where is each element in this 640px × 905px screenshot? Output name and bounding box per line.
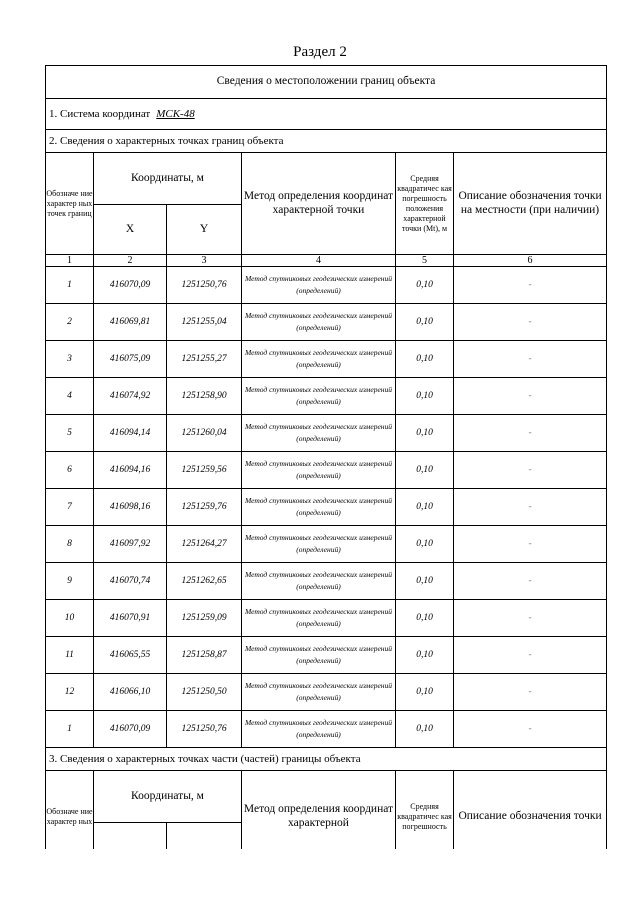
coordinate-system-row: [46, 99, 607, 130]
description-cell: -: [454, 637, 607, 674]
col-desc-header: Описание обозначения точки на местности (при наличии): [454, 153, 607, 255]
table-row: [46, 711, 607, 748]
table-row: [46, 526, 607, 563]
section3-title: 3. Сведения о характерных точках части (частей) границы объекта: [46, 748, 607, 771]
description-cell: -: [454, 452, 607, 489]
table-row: [46, 637, 607, 674]
point-number-cell: 11: [46, 637, 94, 674]
method-cell: Метод спутниковых геодезических измерений (определений): [242, 267, 396, 304]
coordinate-system-value: МСК-48: [156, 107, 195, 120]
point-number-cell: 2: [46, 304, 94, 341]
method-cell: Метод спутниковых геодезических измерений (определений): [242, 489, 396, 526]
x-coordinate-cell: 416070,91: [94, 600, 167, 637]
y-coordinate-cell: 1251260,04: [167, 415, 242, 452]
x-coordinate-cell: 416097,92: [94, 526, 167, 563]
method-cell: Метод спутниковых геодезических измерений (определений): [242, 563, 396, 600]
col-x-header: X: [94, 205, 167, 255]
x-coordinate-cell: 416070,09: [94, 711, 167, 748]
table-row: [46, 674, 607, 711]
point-number-cell: 6: [46, 452, 94, 489]
error-cell: 0,10: [396, 711, 454, 748]
description-cell: -: [454, 526, 607, 563]
point-number-cell: 4: [46, 378, 94, 415]
table-header: Сведения о местоположении границ объекта: [46, 66, 607, 99]
y-coordinate-cell: 1251259,56: [167, 452, 242, 489]
error-cell: 0,10: [396, 341, 454, 378]
coordinate-system-label: 1. Система координат: [49, 107, 151, 120]
error-cell: 0,10: [396, 637, 454, 674]
table-row: [46, 600, 607, 637]
y-coordinate-cell: 1251258,87: [167, 637, 242, 674]
boundary-table-container: [45, 65, 607, 849]
col3-coords-header: Координаты, м: [94, 771, 242, 823]
error-cell: 0,10: [396, 489, 454, 526]
y-coordinate-cell: 1251264,27: [167, 526, 242, 563]
table-row: [46, 415, 607, 452]
point-number-cell: 10: [46, 600, 94, 637]
col3-point-header: Обозначе ние характер ных: [46, 771, 94, 850]
y-coordinate-cell: 1251255,04: [167, 304, 242, 341]
error-cell: 0,10: [396, 563, 454, 600]
description-cell: -: [454, 600, 607, 637]
x-coordinate-cell: 416066,10: [94, 674, 167, 711]
section-title: Раздел 2: [293, 44, 347, 60]
x-coordinate-cell: 416094,14: [94, 415, 167, 452]
description-cell: -: [454, 674, 607, 711]
x-coordinate-cell: 416069,81: [94, 304, 167, 341]
col-error-header: Средняя квадратичес кая погрешность положения характерной точки (Mt), м: [396, 153, 454, 255]
method-cell: Метод спутниковых геодезических измерений (определений): [242, 452, 396, 489]
error-cell: 0,10: [396, 378, 454, 415]
point-number-cell: 7: [46, 489, 94, 526]
method-cell: Метод спутниковых геодезических измерений (определений): [242, 674, 396, 711]
error-cell: 0,10: [396, 674, 454, 711]
point-number-cell: 3: [46, 341, 94, 378]
y-coordinate-cell: 1251258,90: [167, 378, 242, 415]
table-row: [46, 341, 607, 378]
description-cell: -: [454, 267, 607, 304]
error-cell: 0,10: [396, 452, 454, 489]
table-row: [46, 304, 607, 341]
col3-x-header: [94, 823, 167, 850]
x-coordinate-cell: 416075,09: [94, 341, 167, 378]
col-y-header: Y: [167, 205, 242, 255]
col-point-header: Обозначе ние характер ных точек границ: [46, 153, 94, 255]
method-cell: Метод спутниковых геодезических измерений (определений): [242, 526, 396, 563]
col3-error-header: Средняя квадратичес кая погрешность: [396, 771, 454, 850]
x-coordinate-cell: 416070,74: [94, 563, 167, 600]
col-coords-header: Координаты, м: [94, 153, 242, 205]
x-coordinate-cell: 416074,92: [94, 378, 167, 415]
method-cell: Метод спутниковых геодезических измерений (определений): [242, 600, 396, 637]
col-number: 4: [242, 255, 396, 267]
y-coordinate-cell: 1251255,27: [167, 341, 242, 378]
table-row: [46, 452, 607, 489]
y-coordinate-cell: 1251250,76: [167, 267, 242, 304]
y-coordinate-cell: 1251259,09: [167, 600, 242, 637]
col3-y-header: [167, 823, 242, 850]
table-row: [46, 378, 607, 415]
x-coordinate-cell: 416065,55: [94, 637, 167, 674]
error-cell: 0,10: [396, 304, 454, 341]
description-cell: -: [454, 563, 607, 600]
description-cell: -: [454, 378, 607, 415]
boundary-table: [45, 65, 607, 849]
method-cell: Метод спутниковых геодезических измерений (определений): [242, 415, 396, 452]
col-method-header: Метод определения координат характерной точки: [242, 153, 396, 255]
method-cell: Метод спутниковых геодезических измерений (определений): [242, 304, 396, 341]
col-number: 2: [94, 255, 167, 267]
y-coordinate-cell: 1251250,76: [167, 711, 242, 748]
method-cell: Метод спутниковых геодезических измерений (определений): [242, 637, 396, 674]
table-row: [46, 563, 607, 600]
error-cell: 0,10: [396, 526, 454, 563]
x-coordinate-cell: 416098,16: [94, 489, 167, 526]
col3-method-header: Метод определения координат характерной: [242, 771, 396, 850]
x-coordinate-cell: 416094,16: [94, 452, 167, 489]
description-cell: -: [454, 341, 607, 378]
error-cell: 0,10: [396, 415, 454, 452]
table-row: [46, 267, 607, 304]
point-number-cell: 1: [46, 267, 94, 304]
point-number-cell: 9: [46, 563, 94, 600]
method-cell: Метод спутниковых геодезических измерений (определений): [242, 341, 396, 378]
y-coordinate-cell: 1251259,76: [167, 489, 242, 526]
section2-title: 2. Сведения о характерных точках границ объекта: [46, 130, 607, 153]
point-number-cell: 12: [46, 674, 94, 711]
point-number-cell: 8: [46, 526, 94, 563]
y-coordinate-cell: 1251250,50: [167, 674, 242, 711]
col-number: 5: [396, 255, 454, 267]
col-number: 3: [167, 255, 242, 267]
description-cell: -: [454, 711, 607, 748]
point-number-cell: 5: [46, 415, 94, 452]
description-cell: -: [454, 415, 607, 452]
col-number: 1: [46, 255, 94, 267]
description-cell: -: [454, 304, 607, 341]
table-row: [46, 489, 607, 526]
point-number-cell: 1: [46, 711, 94, 748]
error-cell: 0,10: [396, 267, 454, 304]
description-cell: -: [454, 489, 607, 526]
x-coordinate-cell: 416070,09: [94, 267, 167, 304]
method-cell: Метод спутниковых геодезических измерений (определений): [242, 711, 396, 748]
col-number: 6: [454, 255, 607, 267]
error-cell: 0,10: [396, 600, 454, 637]
col3-desc-header: Описание обозначения точки: [454, 771, 607, 850]
method-cell: Метод спутниковых геодезических измерений (определений): [242, 378, 396, 415]
y-coordinate-cell: 1251262,65: [167, 563, 242, 600]
